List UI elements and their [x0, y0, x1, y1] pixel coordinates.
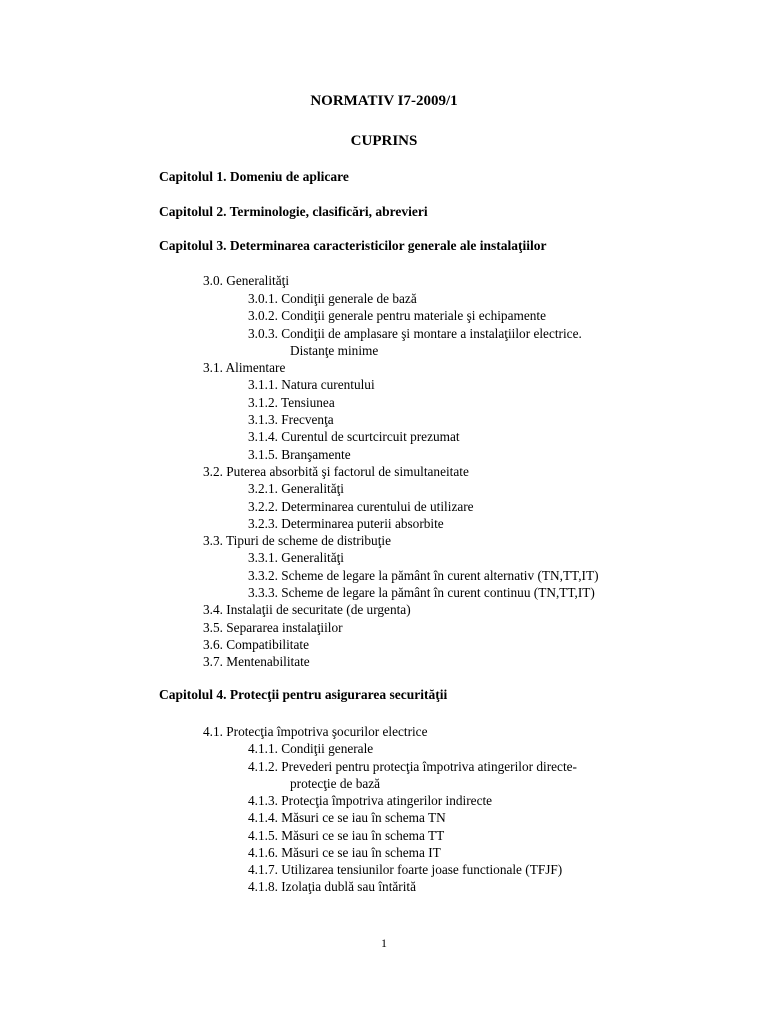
toc-entry: protecţie de bază	[290, 776, 381, 791]
toc-entry: 4.1.2. Prevederi pentru protecţia împotriva atingerilor directe-	[248, 759, 577, 774]
toc-entry: 3.1.1. Natura curentului	[248, 377, 375, 392]
chapter-3: Capitolul 3. Determinarea caracteristicilor generale ale instalaţiilor	[159, 238, 547, 253]
toc-entry: 3.6. Compatibilitate	[203, 637, 309, 652]
toc-entry: 3.0. Generalităţi	[203, 273, 290, 288]
toc-entry: 3.3.1. Generalităţi	[248, 550, 344, 565]
toc-entry: 3.0.2. Condiţii generale pentru materiale şi echipamente	[248, 308, 546, 323]
chapter-1: Capitolul 1. Domeniu de aplicare	[159, 169, 349, 184]
toc-entry: 3.7. Mentenabilitate	[203, 654, 310, 669]
toc-entry: 3.3. Tipuri de scheme de distribuţie	[203, 533, 391, 548]
toc-entry: 4.1.6. Măsuri ce se iau în schema IT	[248, 845, 441, 860]
toc-entry: 3.3.3. Scheme de legare la pământ în curent continuu (TN,TT,IT)	[248, 585, 595, 600]
contents-heading: CUPRINS	[350, 133, 418, 149]
page-number: 1	[381, 936, 387, 950]
toc-entry: 4.1.3. Protecţia împotriva atingerilor indirecte	[248, 793, 493, 808]
toc-entry: 3.1.4. Curentul de scurtcircuit prezumat	[248, 429, 460, 444]
toc-entry: 3.0.1. Condiţii generale de bază	[248, 291, 417, 306]
document-title: NORMATIV I7-2009/1	[310, 93, 458, 109]
toc-entry: 4.1.8. Izolaţia dublă sau întărită	[248, 879, 417, 894]
toc-entry: 3.1.3. Frecvenţa	[248, 412, 334, 427]
toc-entry: 3.3.2. Scheme de legare la pământ în curent alternativ (TN,TT,IT)	[248, 568, 599, 583]
chapter-4: Capitolul 4. Protecţii pentru asigurarea securităţii	[159, 687, 448, 702]
toc-entry: 4.1. Protecţia împotriva şocurilor electrice	[203, 724, 428, 739]
toc-entry: 3.1.5. Branşamente	[248, 447, 351, 462]
toc-entry: 3.0.3. Condiţii de amplasare şi montare a instalaţiilor electrice.	[248, 326, 582, 341]
chapter-2: Capitolul 2. Terminologie, clasificări, abrevieri	[159, 204, 428, 219]
toc-entry: 4.1.1. Condiţii generale	[248, 741, 374, 756]
toc-entry: 3.2.3. Determinarea puterii absorbite	[248, 516, 444, 531]
toc-entry: 4.1.7. Utilizarea tensiunilor foarte joase functionale (TFJF)	[248, 862, 563, 877]
toc-entry: 3.2. Puterea absorbită şi factorul de simultaneitate	[203, 464, 469, 479]
toc-entry: Distanţe minime	[290, 343, 379, 358]
toc-entry: 4.1.5. Măsuri ce se iau în schema TT	[248, 828, 445, 843]
toc-entry: 3.5. Separarea instalaţiilor	[203, 620, 343, 635]
toc-entry: 3.4. Instalaţii de securitate (de urgenta)	[203, 602, 411, 617]
toc-entry: 3.1. Alimentare	[203, 360, 286, 375]
toc-entry: 3.2.2. Determinarea curentului de utilizare	[248, 499, 474, 514]
toc-entry: 3.1.2. Tensiunea	[248, 395, 335, 410]
toc-entry: 4.1.4. Măsuri ce se iau în schema TN	[248, 810, 446, 825]
toc-entry: 3.2.1. Generalităţi	[248, 481, 344, 496]
